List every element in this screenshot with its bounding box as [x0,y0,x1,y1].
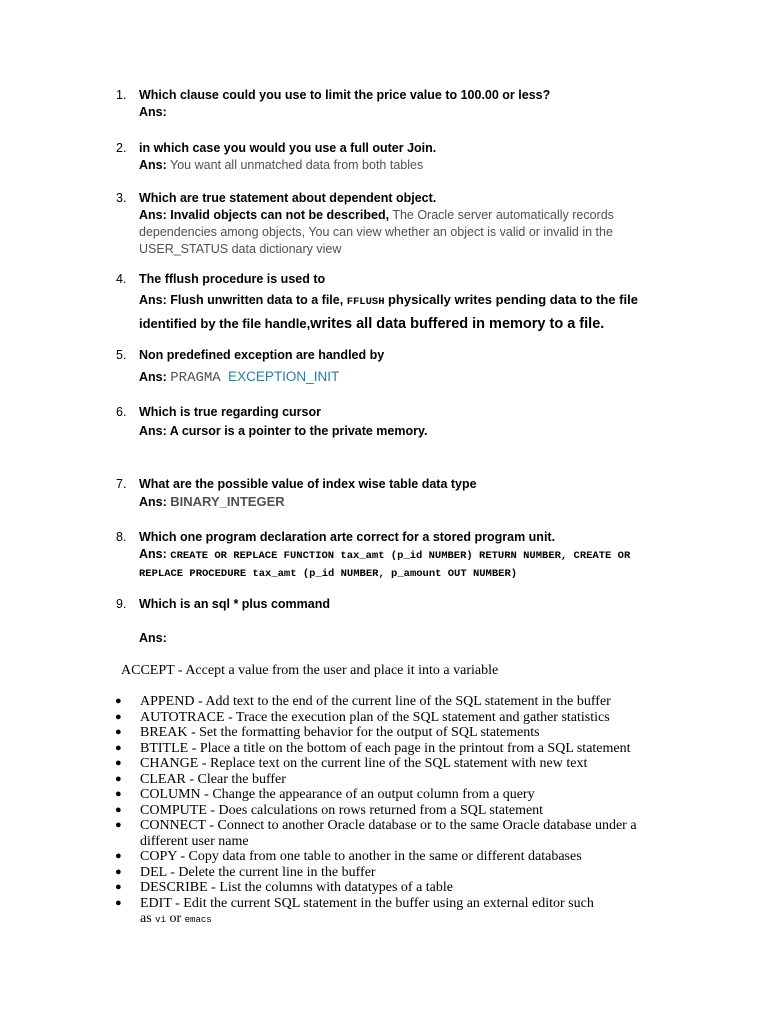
answer-text: You want all unmatched data from both tables [170,158,424,172]
bullet-icon: ● [115,695,122,707]
question-text: The fflush procedure is used to [139,272,326,286]
list-item-text: CLEAR - Clear the buffer [140,771,286,787]
list-item [115,725,655,741]
list-item [115,865,655,881]
bullet-icon: ● [115,865,122,878]
bullet-icon: ● [115,881,122,893]
question-4 [116,271,656,335]
question-1 [116,87,656,121]
question-number: 1. [116,88,127,102]
answer-label: Ans: A cursor is a pointer to the private memory. [139,424,428,438]
question-5 [116,347,656,389]
answer-label: Ans: [139,105,167,119]
question-number: 5. [116,348,127,362]
bullet-icon: ● [115,896,122,909]
question-2 [116,140,656,174]
answer-label: Ans: Invalid objects can not be described, [139,208,390,222]
question-6 [116,404,656,440]
list-item-text: APPEND - Add text to the end of the current line of the SQL statement in the buffer [140,694,611,709]
answer-code: PRAGMA [170,370,221,386]
question-text: Which are true statement about dependent object. [139,191,437,205]
answer-label: Ans: [139,158,167,172]
bullet-icon: ● [115,726,122,738]
question-number: 6. [116,405,127,419]
answer-text: BINARY_INTEGER [170,494,285,509]
bullet-icon: ● [115,850,122,862]
bullet-icon: ● [115,741,122,754]
question-text: What are the possible value of index wise table data type [139,477,477,491]
list-item-text: AUTOTRACE - Trace the execution plan of the SQL statement and gather statistics [140,709,610,725]
list-item [115,818,655,849]
editor-name: emacs [184,915,212,925]
answer-label: Ans: [139,547,167,561]
question-7 [116,476,656,511]
answer-text: EXCEPTION_INIT [228,369,340,384]
question-number: 4. [116,272,127,286]
list-item [115,896,655,929]
bullet-icon: ● [115,757,122,769]
answer-text: Flush unwritten data to a file, [170,293,344,307]
edit-command-continuation [140,911,655,929]
sqlplus-command-list [115,694,655,929]
list-item-text: COPY - Copy data from one table to another in the same or different databases [140,849,582,864]
list-item-text: EDIT - Edit the current SQL statement in the buffer using an external editor such [140,895,594,911]
list-item-text: DEL - Delete the current line in the buffer [140,864,376,880]
editor-name: vi [155,915,166,925]
question-9 [116,596,656,647]
list-item [115,803,655,819]
question-number: 2. [116,141,127,155]
answer-label: Ans: [139,495,167,509]
question-number: 7. [116,477,127,491]
question-text: Which is true regarding cursor [139,405,321,419]
bullet-icon: ● [115,803,122,816]
list-item [115,741,655,757]
question-number: 8. [116,530,127,544]
list-item-text: COMPUTE - Does calculations on rows returned from a SQL statement [140,802,544,818]
list-item [115,772,655,788]
question-text: Which is an sql * plus command [139,597,331,611]
question-3 [116,190,656,258]
list-item [115,694,655,710]
list-item [115,756,655,772]
question-text: Which one program declaration arte correct for a stored program unit. [139,530,556,544]
list-item-text: CHANGE - Replace text on the current line of the SQL statement with new text [140,756,588,771]
list-item [115,710,655,726]
answer-text: physically writes pending data to the file identified by the file handle, [139,292,638,331]
question-8 [116,529,656,582]
question-text: Non predefined exception are handled by [139,348,385,362]
list-item [115,880,655,896]
accept-command-line: ACCEPT - Accept a value from the user and place it into a variable [121,663,499,678]
list-item-text: DESCRIBE - List the columns with datatypes of a table [140,880,454,895]
question-text: Which clause could you use to limit the price value to 100.00 or less? [139,88,551,102]
answer-text-large: writes all data buffered in memory to a file. [310,316,605,332]
list-item-text: CONNECT - Connect to another Oracle database or to the same Oracle database under a different user name [140,818,637,849]
answer-label: Ans: [139,370,167,384]
list-item-text: BTITLE - Place a title on the bottom of each page in the printout from a SQL statement [140,740,631,756]
list-item [115,787,655,803]
answer-text: The Oracle server automatically records dependencies among objects, You can view whether an object is valid or invalid in the USER_STATUS data dictionary view [139,208,614,256]
question-text: in which case you would you use a full outer Join. [139,141,437,155]
question-number: 3. [116,191,127,205]
continuation-text: as [140,911,152,926]
bullet-icon: ● [115,788,122,800]
answer-code: CREATE OR REPLACE FUNCTION tax_amt (p_id NUMBER) RETURN NUMBER, CREATE OR REPLACE PROCEDURE tax_amt (p_id NUMBER, p_amount OUT NUMBER) [139,550,631,580]
answer-label: Ans: [139,631,167,645]
bullet-icon: ● [115,772,122,785]
list-item-text: BREAK - Set the formatting behavior for the output of SQL statements [140,725,540,740]
answer-label: Ans: [139,293,167,307]
list-item-text: COLUMN - Change the appearance of an output column from a query [140,787,535,802]
bullet-icon: ● [115,819,122,831]
continuation-text: or [169,911,182,926]
answer-code: FFLUSH [346,296,385,308]
question-number: 9. [116,597,127,611]
bullet-icon: ● [115,710,122,723]
list-item [115,849,655,865]
